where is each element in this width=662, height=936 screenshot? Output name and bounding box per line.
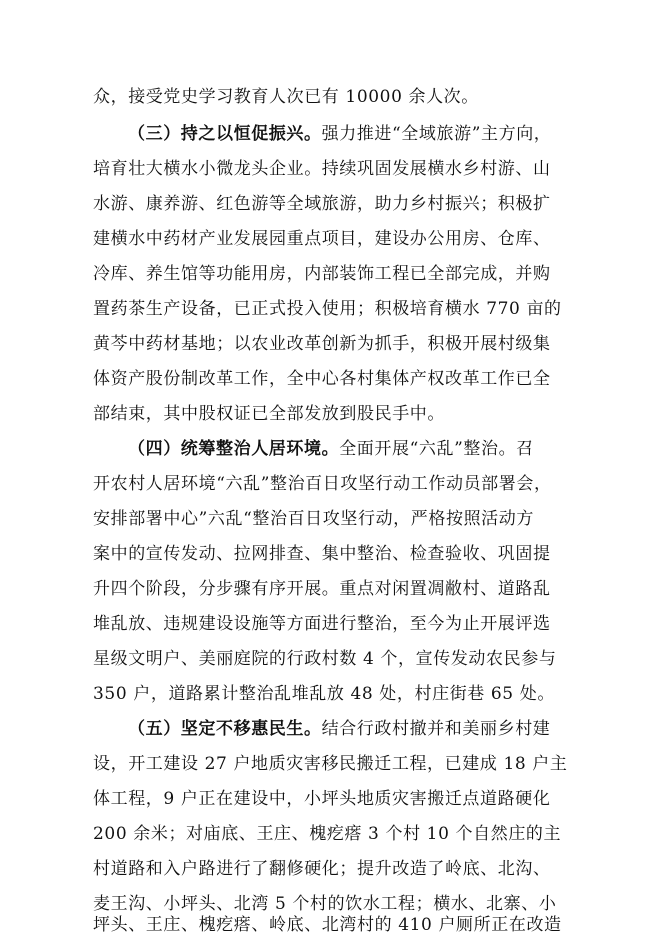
paragraph-line: 置药茶生产设备，已正式投入使用；积极培育横水 770 亩的 — [93, 299, 562, 319]
paragraph-line: 部结束，其中股权证已全部发放到股民手中。 — [93, 404, 445, 424]
paragraph-line: 冷库、养生馆等功能用房，内部装饰工程已全部完成，并购 — [93, 264, 551, 284]
paragraph-line: 水游、康养游、红色游等全域旅游，助力乡村振兴；积极扩 — [93, 194, 551, 214]
section-5-heading: （五）坚定不移惠民生。 — [128, 719, 322, 739]
section-3-heading: （三）持之以恒促振兴。 — [128, 124, 322, 144]
section-3-first-line — [128, 123, 606, 145]
paragraph-line: 麦王沟、小坪头、北湾 5 个村的饮水工程；横水、北寨、小 — [93, 894, 557, 914]
section-4-heading: （四）统筹整治人居环境。 — [128, 439, 340, 459]
section-5-first-line — [128, 718, 606, 740]
paragraph-line: 200 余米；对庙底、王庄、槐疙瘩 3 个村 10 个自然庄的主 — [93, 824, 562, 844]
section-4-first-line — [128, 438, 606, 460]
paragraph-line: 坪头、王庄、槐疙瘩、岭底、北湾村的 410 户厕所正在改造 — [93, 915, 562, 935]
paragraph-line: 体工程，9 户正在建设中，小坪头地质灾害搬迁点道路硬化 — [93, 789, 551, 809]
paragraph-line: 众，接受党史学习教育人次已有 10000 余人次。 — [93, 87, 479, 107]
paragraph-text: 结合行政村撤并和美丽乡村建 — [321, 719, 551, 739]
paragraph-line: 安排部署中心”六乱“整治百日攻坚行动，严格按照活动方 — [93, 509, 534, 529]
paragraph-line: 村道路和入户路进行了翻修硬化；提升改造了岭底、北沟、 — [93, 859, 551, 879]
paragraph-line: 黄芩中药材基地；以农业改革创新为抓手，积极开展村级集 — [93, 334, 551, 354]
paragraph-line: 星级文明户、美丽庭院的行政村数 4 个，宣传发动农民参与 — [93, 649, 557, 669]
paragraph-text: 全面开展“六乱”整治。召 — [339, 439, 534, 459]
paragraph-line: 开农村人居环境“六乱”整治百日攻坚行动工作动员部署会， — [93, 474, 552, 494]
paragraph-line: 设，开工建设 27 户地质灾害移民搬迁工程，已建成 18 户主 — [93, 754, 568, 774]
paragraph-line: 堆乱放、违规建设设施等方面进行整治，至今为止开展评选 — [93, 614, 551, 634]
paragraph-line: 350 户，道路累计整治乱堆乱放 48 处，村庄街巷 65 处。 — [93, 684, 555, 704]
paragraph-line: 体资产股份制改革工作，全中心各村集体产权改革工作已全 — [93, 369, 551, 389]
paragraph-line: 升四个阶段，分步骤有序开展。重点对闲置凋敝村、道路乱 — [93, 579, 551, 599]
paragraph-line: 培育壮大横水小微龙头企业。持续巩固发展横水乡村游、山 — [93, 159, 551, 179]
paragraph-text: 强力推进“全域旅游”主方向， — [321, 124, 552, 144]
paragraph-line: 建横水中药材产业发展园重点项目，建设办公用房、仓库、 — [93, 229, 551, 249]
paragraph-line: 案中的宣传发动、拉网排查、集中整治、检查验收、巩固提 — [93, 544, 551, 564]
